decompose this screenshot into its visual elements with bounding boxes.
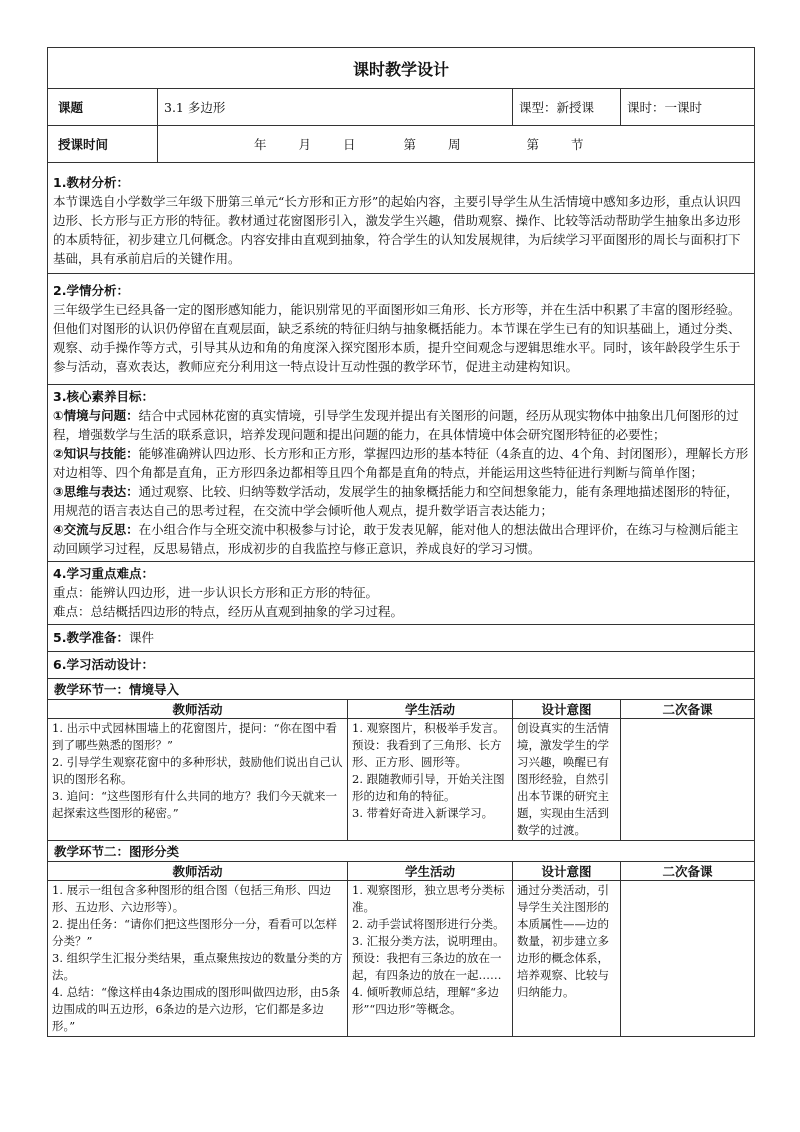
col-teacher-header: 教师活动 (48, 700, 348, 719)
literacy-item-label: ②知识与技能： (53, 446, 139, 461)
activity-line: 预设：我把有三条边的放在一起，有四条边的放在一起…… (352, 951, 502, 982)
phase-title: 教学环节一：情境导入 (48, 679, 755, 700)
activity-line: 2. 跟随教师引导，开始关注图形的边和角的特征。 (352, 772, 505, 803)
lesson-plan-table (47, 47, 755, 1037)
activity-line: 2. 动手尝试将图形进行分类。 (352, 917, 505, 931)
teaching-prep (48, 625, 755, 652)
key-difficult-points (48, 562, 755, 625)
time-label: 授课时间 (48, 126, 158, 163)
activity-line: 1. 观察图形，独立思考分类标准。 (352, 883, 505, 914)
material-text: 本节课选自小学数学三年级下册第三单元“长方形和正方形”的起始内容，主要引导学生从生活情境中感知多边形，重点认识四边形、长方形与正方形的特征。教材通过花窗图形引入，激发学生兴趣，借助观察、操作、比较等活动帮助学生抽象出多边形的本质特征，初步建立几何概念。内容安排由直观到抽象，符合学生的认知发展规律，为后续学习平面图形的周长与面积打下基础，具有承前启后的关键作用。 (53, 194, 741, 266)
design-intent: 创设真实的生活情境，激发学生的学习兴趣，唤醒已有图形经验，自然引出本节课的研究主题，实现由生活到数学的过渡。 (513, 719, 621, 841)
activity-line: 4. 倾听教师总结，理解“多边形”“四边形”等概念。 (352, 985, 500, 1016)
keypoints-heading: 4.学习重点难点： (53, 566, 154, 581)
year-field: 年 (254, 137, 267, 152)
page-title: 课时教学设计 (48, 48, 755, 89)
difficult-point: 难点：总结概括四边形的特点，经历从直观到抽象的学习过程。 (53, 604, 404, 619)
activity-line: 4. 总结：“像这样由4条边围成的图形叫做四边形，由5条边围成的叫五边形，6条边的是六边形，它们都是多边形。” (52, 985, 341, 1033)
literacy-goals (48, 385, 755, 562)
secondary-notes (621, 881, 755, 1037)
topic-value: 3.1 多边形 (158, 89, 513, 126)
teacher-activity (48, 881, 348, 1037)
activity-line: 1. 观察图片，积极举手发言。 (352, 721, 505, 735)
lesson-type: 课型：新授课 (513, 89, 621, 126)
literacy-item-text: 能够准确辨认四边形、长方形和正方形，掌握四边形的基本特征（4条直的边、4个角、封闭图形），理解长方形对边相等、四个角都是直角，正方形四条边都相等且四个角都是直角的特点，并能运用这些特征进行判断与简单作图； (53, 446, 749, 480)
col-teacher-header: 教师活动 (48, 862, 348, 881)
literacy-item (53, 520, 749, 558)
literacy-item-text: 在小组合作与全班交流中积极参与讨论，敢于发表见解，能对他人的想法做出合理评价，在练习与检测后能主动回顾学习过程，反思易错点，形成初步的自我监控与修正意识，养成良好的学习习惯。 (53, 522, 739, 556)
activity-line: 1. 展示一组包含多种图形的组合图（包括三角形、四边形、五边形、六边形等）。 (52, 883, 332, 914)
month-field: 月 (298, 137, 312, 152)
topic-label: 课题 (48, 89, 158, 126)
literacy-item-label: ③思维与表达： (53, 484, 139, 499)
student-activity (348, 719, 513, 841)
day-field: 日 (343, 137, 356, 152)
secondary-notes (621, 719, 755, 841)
design-intent: 通过分类活动，引导学生关注图形的本质属性——边的数量，初步建立多边形的概念体系，培养观察、比较与归纳能力。 (513, 881, 621, 1037)
material-heading: 1.教材分析： (53, 175, 129, 190)
prep-heading: 5.教学准备： (53, 630, 129, 645)
col-student-header: 学生活动 (348, 700, 513, 719)
col-notes-header: 二次备课 (621, 862, 755, 881)
student-analysis (48, 274, 755, 385)
col-intent-header: 设计意图 (513, 700, 621, 719)
col-student-header: 学生活动 (348, 862, 513, 881)
literacy-item-label: ①情境与问题： (53, 408, 139, 423)
literacy-item-text: 结合中式园林花窗的真实情境，引导学生发现并提出有关图形的问题，经历从现实物体中抽象出几何图形的过程，增强数学与生活的联系意识，培养发现问题和提出问题的能力，在具体情境中体会研究图形特征的必要性； (53, 408, 739, 442)
col-intent-header: 设计意图 (513, 862, 621, 881)
students-text: 三年级学生已经具备一定的图形感知能力，能识别常见的平面图形如三角形、长方形等，并在生活中积累了丰富的图形经验。但他们对图形的认识仍停留在直观层面，缺乏系统的特征归纳与抽象概括能力。本节课在学生已有的知识基础上，通过分类、观察、动手操作等方式，引导其从边和角的角度深入探究图形本质，提升空间观念与逻辑思维水平。同时，该年龄段学生乐于参与活动，喜欢表达，教师应充分利用这一特点设计互动性强的教学环节，促进主动建构知识。 (53, 302, 741, 374)
period-field: 节 (571, 137, 584, 152)
activity-line: 3. 追问：“这些图形有什么共同的地方？我们今天就来一起探索这些图形的秘密。” (52, 789, 338, 820)
teacher-activity (48, 719, 348, 841)
literacy-item (53, 406, 749, 444)
literacy-item (53, 444, 749, 482)
lesson-plan-sheet (47, 47, 754, 1037)
activity-line: 3. 汇报分类方法，说明理由。 (352, 934, 505, 948)
time-fields (158, 126, 755, 163)
material-analysis (48, 163, 755, 274)
students-heading: 2.学情分析： (53, 283, 129, 298)
activity-line: 预设：我看到了三角形、长方形、正方形、圆形等。 (352, 738, 502, 769)
literacy-item-label: ④交流与反思： (53, 522, 139, 537)
activity-line: 2. 引导学生观察花窗中的多种形状，鼓励他们说出自己认识的图形名称。 (52, 755, 343, 786)
lesson-hours: 课时：一课时 (621, 89, 755, 126)
activity-line: 2. 提出任务：“请你们把这些图形分一分，看看可以怎样分类？” (52, 917, 338, 948)
week-prefix: 第 (403, 137, 417, 152)
literacy-item (53, 482, 749, 520)
student-activity (348, 881, 513, 1037)
key-point: 重点：能辨认四边形，进一步认识长方形和正方形的特征。 (53, 585, 379, 600)
week-field: 周 (448, 137, 461, 152)
prep-text: 课件 (128, 630, 154, 645)
phase-title: 教学环节二：图形分类 (48, 841, 755, 862)
col-notes-header: 二次备课 (621, 700, 755, 719)
activity-line: 3. 组织学生汇报分类结果，重点聚焦按边的数量分类的方法。 (52, 951, 343, 982)
activities-heading: 6.学习活动设计： (48, 652, 755, 679)
period-prefix: 第 (526, 137, 540, 152)
literacy-heading: 3.核心素养目标： (53, 389, 154, 404)
literacy-item-text: 通过观察、比较、归纳等数学活动，发展学生的抽象概括能力和空间想象能力，能有条理地描述图形的特征，用规范的语言表达自己的思考过程，在交流中学会倾听他人观点，提升数学语言表达能力； (53, 484, 739, 518)
activity-line: 3. 带着好奇进入新课学习。 (352, 806, 494, 820)
activity-line: 1. 出示中式园林围墙上的花窗图片，提问：“你在图中看到了哪些熟悉的图形？” (52, 721, 338, 752)
